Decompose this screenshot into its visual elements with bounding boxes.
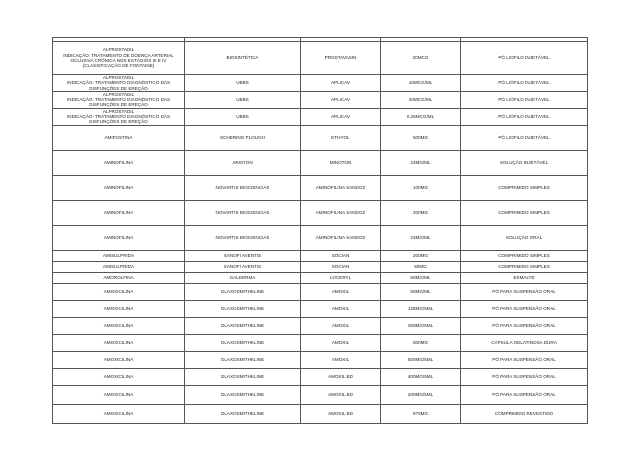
manufacturer-cell: GLAXOSMITHKLINE: [185, 317, 301, 334]
dosage-cell: 0,25MCG/ML: [381, 108, 461, 125]
dosage-cell: 200MG: [381, 250, 461, 261]
presentation-cell: COMPRIMIDO SIMPLES: [461, 175, 588, 200]
dosage-cell: 20MCG/ML: [381, 91, 461, 108]
dosage-cell: 20MCG: [381, 42, 461, 75]
table-row: [53, 334, 588, 351]
dosage-cell: 100MG: [381, 175, 461, 200]
manufacturer-cell: SANOFI AVENTIS: [185, 250, 301, 261]
dosage-cell: 24MG/ML: [381, 225, 461, 250]
presentation-cell: SOLUÇÃO INJETÁVEL: [461, 150, 588, 175]
dosage-cell: 50MG: [381, 261, 461, 272]
brand-name-cell: AMOXIL BD: [301, 404, 381, 423]
presentation-cell: PÓ LIÓFILO INJETÁVEL: [461, 125, 588, 150]
presentation-cell: PÓ PARA SUSPENSÃO ORAL: [461, 300, 588, 317]
table-row: [53, 150, 588, 175]
presentation-cell: COMPRIMIDO SIMPLES: [461, 261, 588, 272]
table-row: [53, 91, 588, 108]
active-ingredient-cell: AMISULPRIDA: [53, 250, 185, 261]
manufacturer-cell: ARISTON: [185, 150, 301, 175]
presentation-cell: PÓ LIÓFILO INJETÁVEL: [461, 91, 588, 108]
presentation-cell: PÓ PARA SUSPENSÃO ORAL: [461, 283, 588, 300]
presentation-cell: PÓ PARA SUSPENSÃO ORAL: [461, 351, 588, 368]
dosage-cell: 24MG/ML: [381, 150, 461, 175]
presentation-cell: COMPRIMIDO SIMPLES: [461, 250, 588, 261]
manufacturer-cell: NOVARTIS BIOCIENCIAS: [185, 175, 301, 200]
manufacturer-cell: GALDERMA: [185, 272, 301, 283]
active-ingredient-cell: AMOXICILINA: [53, 334, 185, 351]
table-row: [53, 250, 588, 261]
table-row: [53, 200, 588, 225]
manufacturer-cell: UBBS: [185, 91, 301, 108]
dosage-cell: 400MG/5ML: [381, 368, 461, 385]
dosage-cell: 875MG: [381, 404, 461, 423]
dosage-cell: 50MG/ML: [381, 283, 461, 300]
table-row: [53, 351, 588, 368]
brand-name-cell: APLICAV: [301, 108, 381, 125]
dosage-cell: 50MG/ML: [381, 272, 461, 283]
presentation-cell: ESMALTE: [461, 272, 588, 283]
dosage-cell: 250MG/5ML: [381, 317, 461, 334]
dosage-cell: 500MG: [381, 334, 461, 351]
table-row: [53, 385, 588, 404]
active-ingredient-cell: AMINOFILINA: [53, 150, 185, 175]
dosage-cell: 200MG: [381, 200, 461, 225]
presentation-cell: COMPRIMIDO SIMPLES: [461, 200, 588, 225]
manufacturer-cell: SCHERING PLOUGH: [185, 125, 301, 150]
table-row: [53, 283, 588, 300]
active-ingredient-cell: AMOXICILINA: [53, 385, 185, 404]
active-ingredient-cell: AMOXICILINA: [53, 283, 185, 300]
table-row: [53, 125, 588, 150]
active-ingredient-cell: AMOXICILINA: [53, 351, 185, 368]
table-row: [53, 175, 588, 200]
brand-name-cell: SOCIAN: [301, 250, 381, 261]
dosage-cell: 125MG/5ML: [381, 300, 461, 317]
active-ingredient-cell: AMINOFILINA: [53, 175, 185, 200]
presentation-cell: PÓ PARA SUSPENSÃO ORAL: [461, 385, 588, 404]
brand-name-cell: AMOXIL BD: [301, 368, 381, 385]
brand-name-cell: AMINOFILINA SANDOZ: [301, 200, 381, 225]
active-ingredient-cell: AMOXICILINA: [53, 317, 185, 334]
brand-name-cell: AMOXIL: [301, 283, 381, 300]
active-ingredient-cell: ALPROSTADIL INDICAÇÃO: TRATAMENTO DE DOENÇA ARTERIAL OCLUSIVA CRÔNICA NOS ESTÁGIOS III E IV (CLASSIFICAÇÃO DE FONTAINE): [53, 42, 185, 75]
presentation-cell: PÓ PARA SUSPENSÃO ORAL: [461, 317, 588, 334]
dosage-cell: 10MCG/ML: [381, 75, 461, 92]
dosage-cell: 200MG/5ML: [381, 385, 461, 404]
active-ingredient-cell: AMOXICILINA: [53, 404, 185, 423]
brand-name-cell: AMOXIL: [301, 317, 381, 334]
presentation-cell: SOLUÇÃO ORAL: [461, 225, 588, 250]
active-ingredient-cell: AMINOFILINA: [53, 225, 185, 250]
presentation-cell: PÓ PARA SUSPENSÃO ORAL: [461, 368, 588, 385]
table-row: [53, 300, 588, 317]
brand-name-cell: PROSTAVASIN: [301, 42, 381, 75]
brand-name-cell: ETHYOL: [301, 125, 381, 150]
table-row: [53, 272, 588, 283]
brand-name-cell: AMOXIL: [301, 300, 381, 317]
manufacturer-cell: UBBS: [185, 75, 301, 92]
brand-name-cell: AMINOFILINA SANDOZ: [301, 225, 381, 250]
brand-name-cell: MINOTON: [301, 150, 381, 175]
active-ingredient-cell: AMISULPRIDA: [53, 261, 185, 272]
brand-name-cell: AMOXIL: [301, 334, 381, 351]
drug-table: [52, 37, 588, 424]
brand-name-cell: AMOXIL BD: [301, 385, 381, 404]
presentation-cell: PÓ LIÓFILO INJETÁVEL: [461, 108, 588, 125]
table-row: [53, 317, 588, 334]
manufacturer-cell: GLAXOSMITHKLINE: [185, 404, 301, 423]
dosage-cell: 500MG: [381, 125, 461, 150]
manufacturer-cell: GLAXOSMITHKLINE: [185, 385, 301, 404]
presentation-cell: PÓ LIÓFILO INJETÁVEL: [461, 75, 588, 92]
table-row: [53, 225, 588, 250]
manufacturer-cell: GLAXOSMITHKLINE: [185, 334, 301, 351]
active-ingredient-cell: ALPROSTADIL INDICAÇÃO: TRATAMENTO DIAGNÓSTICO DAS DISFUNÇÕES DE EREÇÃO: [53, 75, 185, 92]
active-ingredient-cell: AMIFOSTINA: [53, 125, 185, 150]
table-row: [53, 42, 588, 75]
manufacturer-cell: BIOSINTÉTICA: [185, 42, 301, 75]
table-row: [53, 368, 588, 385]
manufacturer-cell: NOVARTIS BIOCIENCIAS: [185, 225, 301, 250]
active-ingredient-cell: AMOROLFINA: [53, 272, 185, 283]
brand-name-cell: AMOXIL: [301, 351, 381, 368]
table-row: [53, 108, 588, 125]
active-ingredient-cell: ALPROSTADIL INDICAÇÃO: TRATAMENTO DIAGNÓSTICO DAS DISFUNÇÕES DE EREÇÃO: [53, 108, 185, 125]
brand-name-cell: AMINOFILINA SANDOZ: [301, 175, 381, 200]
presentation-cell: PÓ LIÓFILO INJETÁVEL: [461, 42, 588, 75]
brand-name-cell: APLICAV: [301, 91, 381, 108]
manufacturer-cell: NOVARTIS BIOCIENCIAS: [185, 200, 301, 225]
table-row: [53, 261, 588, 272]
brand-name-cell: APLICAV: [301, 75, 381, 92]
manufacturer-cell: SANOFI AVENTIS: [185, 261, 301, 272]
table-row: [53, 75, 588, 92]
manufacturer-cell: GLAXOSMITHKLINE: [185, 351, 301, 368]
table-row: [53, 404, 588, 423]
manufacturer-cell: GLAXOSMITHKLINE: [185, 283, 301, 300]
active-ingredient-cell: AMOXICILINA: [53, 300, 185, 317]
active-ingredient-cell: AMINOFILINA: [53, 200, 185, 225]
brand-name-cell: LOCERYL: [301, 272, 381, 283]
manufacturer-cell: UBBS: [185, 108, 301, 125]
presentation-cell: CÁPSULA GELATINOSA DURA: [461, 334, 588, 351]
manufacturer-cell: GLAXOSMITHKLINE: [185, 300, 301, 317]
active-ingredient-cell: AMOXICILINA: [53, 368, 185, 385]
active-ingredient-cell: ALPROSTADIL INDICAÇÃO: TRATAMENTO DIAGNÓSTICO DAS DISFUNÇÕES DE EREÇÃO: [53, 91, 185, 108]
dosage-cell: 500MG/5ML: [381, 351, 461, 368]
manufacturer-cell: GLAXOSMITHKLINE: [185, 368, 301, 385]
brand-name-cell: SOCIAN: [301, 261, 381, 272]
presentation-cell: COMPRIMIDO REVESTIDO: [461, 404, 588, 423]
